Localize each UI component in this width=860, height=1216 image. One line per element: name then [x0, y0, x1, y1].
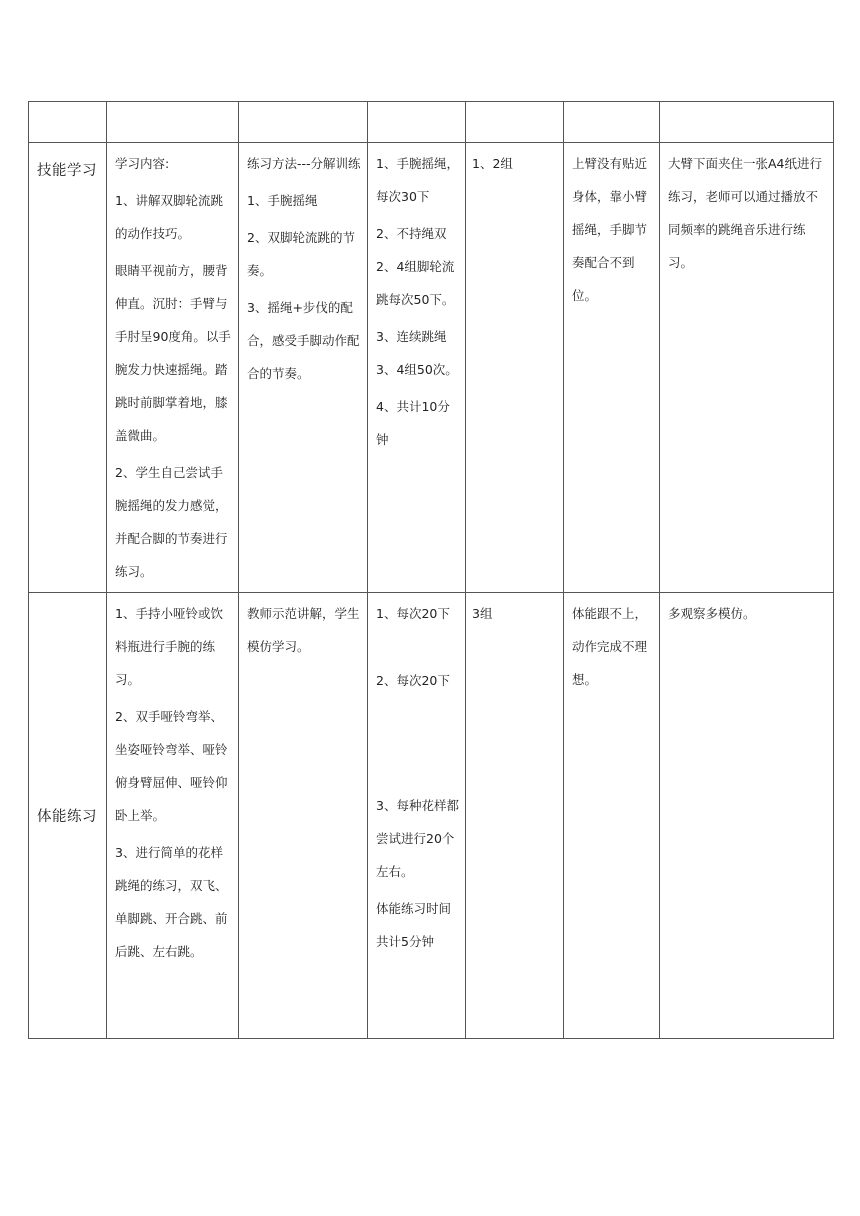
method-line: 2、双脚轮流跳的节奏。: [247, 230, 355, 278]
groups-cell: [466, 593, 564, 1039]
blank-cell: [564, 102, 660, 143]
solutions-cell: [660, 593, 834, 1039]
problems-cell: [564, 593, 660, 1039]
content-line: 2、双手哑铃弯举、坐姿哑铃弯举、哑铃俯身臂屈伸、哑铃仰卧上举。: [115, 709, 228, 823]
amount-line: 体能练习时间共计5分钟: [376, 901, 452, 949]
section-label-cell: [29, 593, 107, 1039]
header-row-blank: [29, 102, 834, 143]
section-label-cell: [29, 143, 107, 593]
amount-line: 3、连续跳绳3、4组50次。: [376, 329, 458, 377]
solutions-text: 多观察多模仿。: [668, 606, 756, 621]
method-line: 1、手腕摇绳: [247, 193, 318, 208]
method-line: 3、摇绳+步伐的配合，感受手脚动作配合的节奏。: [247, 300, 360, 381]
content-cell: [107, 593, 239, 1039]
content-line: 1、手持小哑铃或饮料瓶进行手腕的练习。: [115, 606, 223, 687]
amount-line: 1、手腕摇绳，每次30下: [376, 156, 459, 204]
section-label-skill: 技能学习: [37, 163, 97, 179]
problems-cell: [564, 143, 660, 593]
blank-cell: [107, 102, 239, 143]
method-text: 教师示范讲解，学生模仿学习。: [247, 606, 360, 654]
amount-line: 4、共计10分钟: [376, 399, 450, 447]
amount-line: 3、每种花样都尝试进行20个左右。: [376, 798, 459, 879]
content-line: 学习内容:: [115, 156, 170, 171]
groups-line: 1、2组: [472, 156, 513, 171]
method-line: 练习方法---分解训练: [247, 156, 361, 171]
solutions-text: 大臂下面夹住一张A4纸进行练习，老师可以通过播放不同频率的跳绳音乐进行练习。: [668, 156, 823, 270]
content-line: 眼睛平视前方，腰背伸直。沉肘：手臂与手肘呈90度角。以手腕发力快速摇绳。踏跳时前脚掌着地，膝盖微曲。: [115, 263, 231, 443]
blank-cell: [368, 102, 466, 143]
problems-text: 上臂没有贴近身体，靠小臂摇绳，手脚节奏配合不到位。: [572, 156, 648, 303]
amount-line: 2、不持绳双2、4组脚轮流跳每次50下。: [376, 226, 455, 307]
blank-cell: [660, 102, 834, 143]
section-label-fitness: 体能练习: [37, 809, 97, 825]
method-cell: [239, 143, 368, 593]
amount-line: 2、每次20下: [376, 673, 450, 688]
content-line: 2、学生自己尝试手腕摇绳的发力感觉，并配合脚的节奏进行练习。: [115, 465, 228, 579]
problems-text: 体能跟不上，动作完成不理想。: [572, 606, 648, 687]
content-cell: [107, 143, 239, 593]
amount-cell: [368, 593, 466, 1039]
blank-cell: [29, 102, 107, 143]
blank-cell: [239, 102, 368, 143]
amount-line: 1、每次20下: [376, 606, 450, 621]
method-cell: [239, 593, 368, 1039]
groups-cell: [466, 143, 564, 593]
content-line: 3、进行简单的花样跳绳的练习，双飞、单脚跳、开合跳、前后跳、左右跳。: [115, 845, 228, 959]
lesson-plan-table: [28, 101, 834, 1039]
content-line: 1、讲解双脚轮流跳的动作技巧。: [115, 193, 223, 241]
fitness-row: [29, 593, 834, 1039]
groups-text: 3组: [472, 606, 493, 621]
amount-cell: [368, 143, 466, 593]
skill-row: [29, 143, 834, 593]
solutions-cell: [660, 143, 834, 593]
blank-cell: [466, 102, 564, 143]
